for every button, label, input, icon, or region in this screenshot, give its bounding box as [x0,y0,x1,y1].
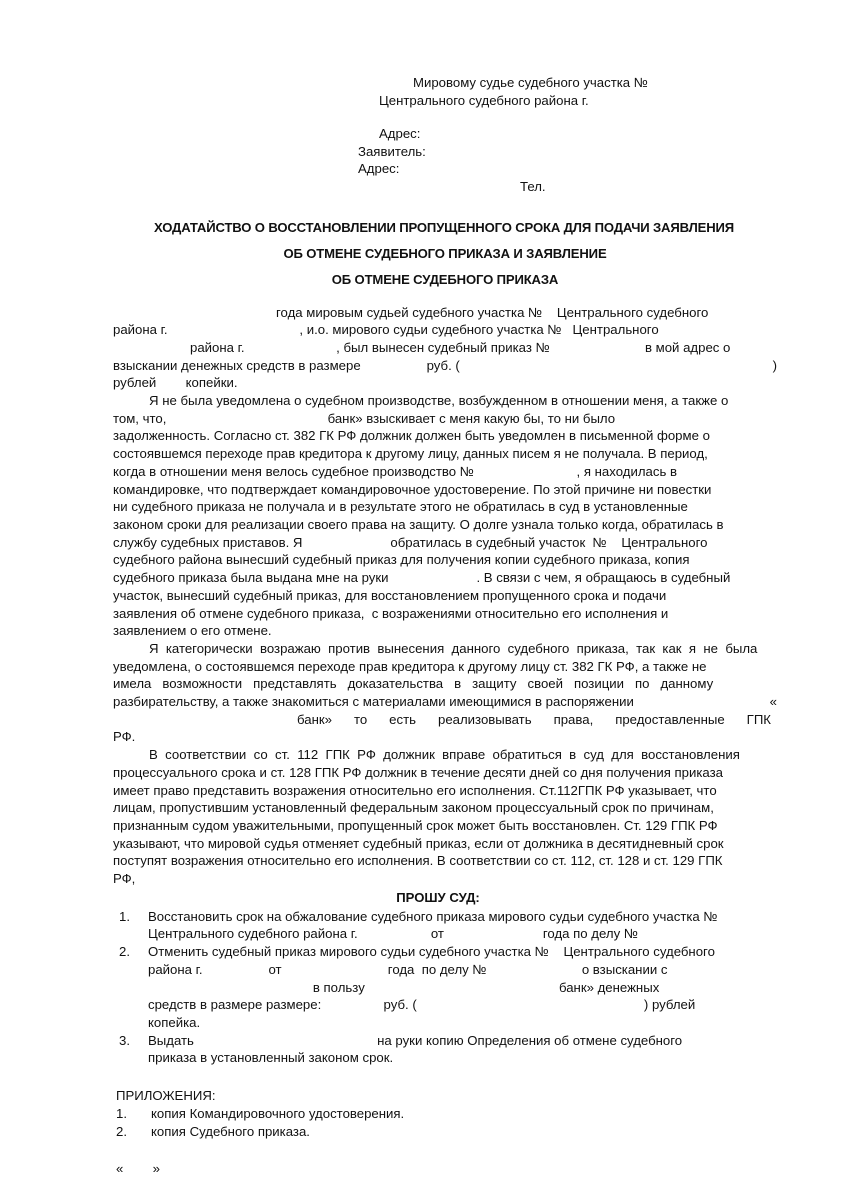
spacer [113,293,777,304]
p2-line-5: когда в отношении меня велось судебное производство № , я находилась в [113,463,677,479]
applicant-label: Заявитель: [358,143,426,159]
p2-line-11: судебного приказа была выдана мне на руки . В связи с чем, я обращаюсь в судебный [113,570,731,586]
p4-line-2: процессуального срока и ст. 128 ГПК РФ должник в течение десяти дней со дня получения приказа [113,764,723,780]
ask-court-heading: ПРОШУ СУД: [396,889,480,905]
request-1-line-2: Центрального судебного района г. от года по делу № [148,926,638,942]
paragraph-legal-basis [113,746,777,888]
p3-line-6: РФ. [113,729,136,745]
request-item-3 [113,1032,777,1067]
request-2-line-4: средств в размере размере: руб. ( ) рублей [148,997,696,1013]
phone-label: Тел. [520,178,546,194]
attachment-text-2: копия Судебного приказа. [151,1123,310,1139]
request-marker-1: 1. [119,908,130,924]
address-label-2: Адрес: [358,161,400,177]
document-body [113,74,777,1178]
p1-line-2: района г. , и.о. мирового судьи судебного участка № Центрального [113,322,659,338]
p1-line-4-text: взыскании денежных средств в размере руб. ( [113,357,460,373]
request-3-line-2: приказа в установленный законом срок. [148,1050,394,1066]
requests-list [113,908,777,1067]
attachments-list [113,1105,777,1140]
p2-line-9: службу судебных приставов. Я обратилась в судебный участок № Центрального [113,534,708,550]
p2-line-6: командировке, что подтверждает командировочное удостоверение. По этой причине ни повестки [113,481,712,497]
document-title-line-3: ОБ ОТМЕНЕ СУДЕБНОГО ПРИКАЗА [331,271,559,287]
p1-line-4 [113,357,777,375]
spacer [113,1067,777,1087]
p1-line-3: района г. , был вынесен судебный приказ № в мой адрес о [190,339,731,355]
request-2-line-5: копейка. [148,1014,201,1030]
p3-line-1: Я категорически возражаю против вынесения данного судебного приказа, так как я не была [149,640,758,656]
request-marker-3: 3. [119,1032,130,1048]
p2-line-1: Я не была уведомлена о судебном производстве, возбужденном в отношении меня, а также о [149,393,729,409]
p1-line-4-close-paren: ) [772,357,777,373]
addressee-line-1: Мировому судье судебного участка № [413,75,648,90]
request-1-line-1: Восстановить срок на обжалование судебного приказа мирового судьи судебного участка № [148,908,718,924]
spacer [113,1140,777,1160]
p1-line-5: рублей копейки. [113,375,238,391]
document-title-line-1: ХОДАТАЙСТВО О ВОССТАНОВЛЕНИИ ПРОПУЩЕННОГО СРОКА ДЛЯ ПОДАЧИ ЗАЯВЛЕНИЯ [153,219,735,235]
p3-line-5: банк» то есть реализовывать права, предоставленные ГПК [297,711,771,727]
request-3-line-1: Выдать на руки копию Определения об отмене судебного [148,1032,683,1048]
p2-line-2: том, что, банк» взыскивает с меня какую бы, то ни было [113,410,616,426]
p2-line-4: состоявшемся переходе прав кредитора к другому лицу, данных писем я не получала. В период, [113,446,708,462]
p2-line-13: заявления об отмене судебного приказа, с возражениями относительно его исполнения и [113,605,669,621]
p4-line-5: признанным судом уважительными, пропущенный срок может быть восстановлен. Ст. 129 ГПК РФ [113,817,718,833]
p2-line-12: участок, вынесший судебный приказ, для восстановлением пропущенного срока и подачи [113,587,667,603]
p2-line-7: ни судебного приказа не получала и в результате этого не обратилась в суд в установленные [113,499,688,515]
p4-line-7: поступят возражения относительно его исполнения. В соответствии со ст. 112, ст. 128 и ст. 129 ГПК [113,853,723,869]
attachment-item [113,1123,777,1141]
addressee-line-2: Центрального судебного района г. [379,92,589,108]
address-label-1: Адрес: [379,126,421,142]
p2-line-3: задолженность. Согласно ст. 382 ГК РФ должник должен быть уведомлен в письменной форме о [113,428,710,444]
document-title-line-2: ОБ ОТМЕНЕ СУДЕБНОГО ПРИКАЗА И ЗАЯВЛЕНИЕ [283,245,607,261]
p4-line-3: имеет право представить возражения относительно его исполнения. Ст.112ГПК РФ указывает, что [113,782,717,798]
p2-line-10: судебного района вынесший судебный приказ для получения копии судебного приказа, копия [113,552,690,568]
p3-line-4 [113,693,777,711]
attachment-marker-1: 1. [116,1105,127,1121]
spacer [113,109,777,125]
request-2-line-1: Отменить судебный приказ мирового судьи судебного участка № Центрального судебного [148,944,715,960]
request-marker-2: 2. [119,944,130,960]
request-2-line-3: в пользу банк» денежных [148,979,660,995]
attachment-item [113,1105,777,1123]
p4-line-4: лицам, пропустившим установленный федеральным законом процессуальный срок по причинам, [113,800,714,816]
p1-line-1: года мировым судьей судебного участка № Центрального судебного [276,304,709,320]
p4-line-1: В соответствии со ст. 112 ГПК РФ должник вправе обратиться в суд для восстановления [149,747,740,763]
p3-line-4-quote: « [769,694,777,710]
paragraph-not-notified [113,392,777,640]
date-signature-line: « » [116,1161,160,1177]
p2-line-8: законом сроки для реализации своего права на защиту. О долге узнала только когда, обратилась в [113,517,724,532]
p3-line-4-text: разбирательству, а также знакомиться с материалами имеющимися в распоряжении [113,694,634,710]
p4-line-6: указывают, что мировой судья отменяет судебный приказ, если от должника в десятидневный срок [113,835,724,851]
attachments-heading: ПРИЛОЖЕНИЯ: [116,1088,216,1104]
attachment-text-1: копия Командировочного удостоверения. [151,1105,405,1121]
paragraph-objection [113,640,777,746]
p4-line-8: РФ, [113,871,136,887]
p2-line-14: заявлением о его отмене. [113,623,272,639]
request-item-2 [113,943,777,1032]
addressee-block [113,74,777,109]
party-block [113,125,777,178]
spacer [113,196,777,215]
attachment-marker-2: 2. [116,1123,127,1139]
request-2-line-2: района г. от года по делу № о взыскании с [148,961,668,977]
request-item-1 [113,908,777,943]
p3-line-2: уведомлена, о состоявшемся переходе прав кредитора к другому лицу ст. 382 ГК РФ, а также не [113,658,707,674]
p3-line-3: имела возможности представлять доказательства в защиту своей позиции по данному [113,676,714,692]
paragraph-order-details [113,304,777,393]
